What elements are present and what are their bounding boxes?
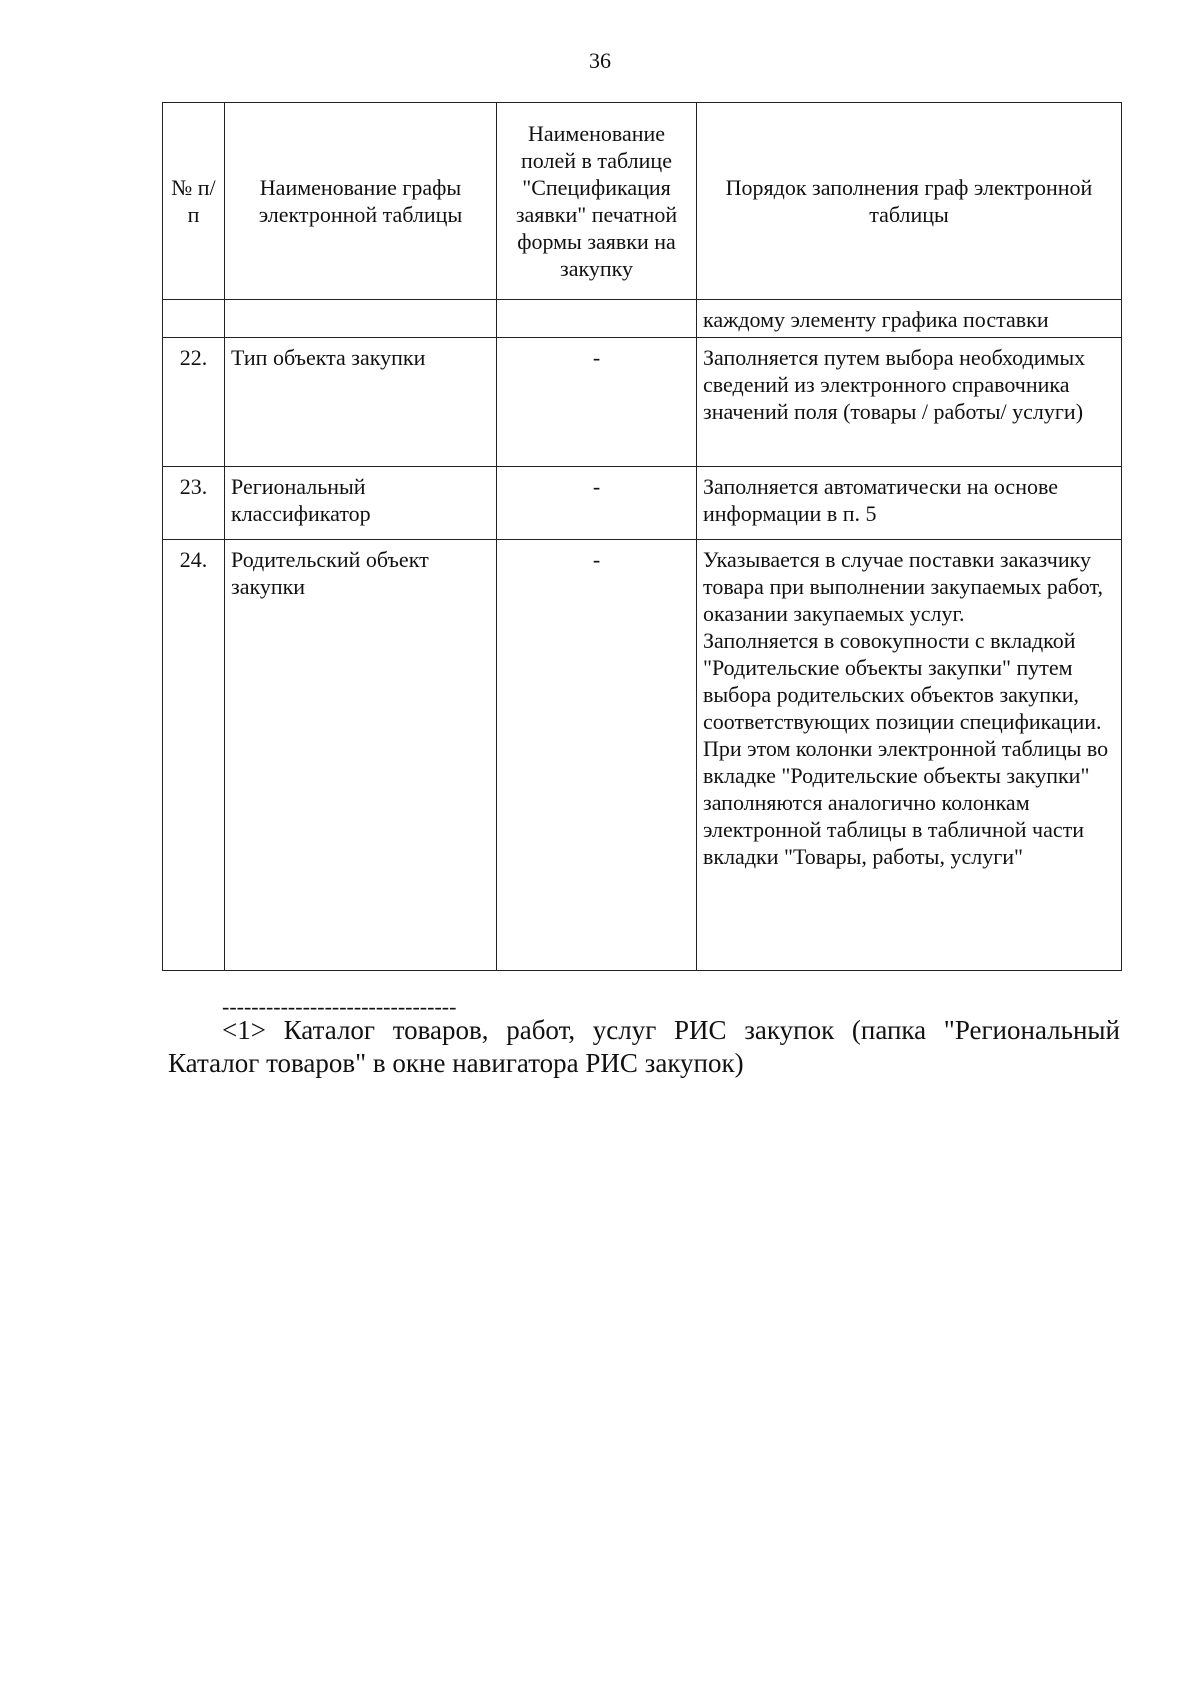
page-number: 36 [589,48,611,73]
specification-table [162,102,1122,971]
cell-order: Заполняется путем выбора необходимых сведений из электронного справочника значений поля (товары / работы/ услуги) [697,338,1122,467]
table-row [163,540,1122,971]
footnote-text: <1> Каталог товаров, работ, услуг РИС закупок (папка "Региональный Каталог товаров" в окне навигатора РИС закупок) [168,1015,1120,1078]
cell-field [497,300,697,338]
cell-order: каждому элементу графика поставки [697,300,1122,338]
cell-field: - [497,338,697,467]
header-column-name: Наименование графы электронной таблицы [225,103,497,300]
cell-order [697,540,1122,971]
header-number: № п/п [163,103,225,300]
table-header-row [163,103,1122,300]
header-fill-order: Порядок заполнения граф электронной таблицы [697,103,1122,300]
cell-num: 23. [163,467,225,540]
table-row [163,338,1122,467]
table-row-continuation [163,300,1122,338]
cell-name: Родительский объект закупки [225,540,497,971]
cell-name [225,300,497,338]
header-print-form-field: Наименование полей в таблице "Спецификация заявки" печатной формы заявки на закупку [497,103,697,300]
table-row [163,467,1122,540]
cell-order: Заполняется автоматически на основе информации в п. 5 [697,467,1122,540]
order-paragraph: Указывается в случае поставки заказчику товара при выполнении закупаемых работ, оказании закупаемых услуг. [703,547,1103,626]
cell-num: 22. [163,338,225,467]
cell-num: 24. [163,540,225,971]
cell-field: - [497,540,697,971]
cell-field: - [497,467,697,540]
order-paragraph: Заполняется в совокупности с вкладкой "Родительские объекты закупки" путем выбора родительских объектов закупки, соответствующих позиции спецификации. При этом колонки электронной таблицы во вкладке "Родительские объекты закупки" заполняются аналогично колонкам электронной таблицы в табличной части вкладки "Товары, работы, услуги" [703,628,1109,869]
cell-name: Тип объекта закупки [225,338,497,467]
cell-name: Региональный классификатор [225,467,497,540]
footnote-separator: -------------------------------- [222,994,457,1019]
cell-num [163,300,225,338]
